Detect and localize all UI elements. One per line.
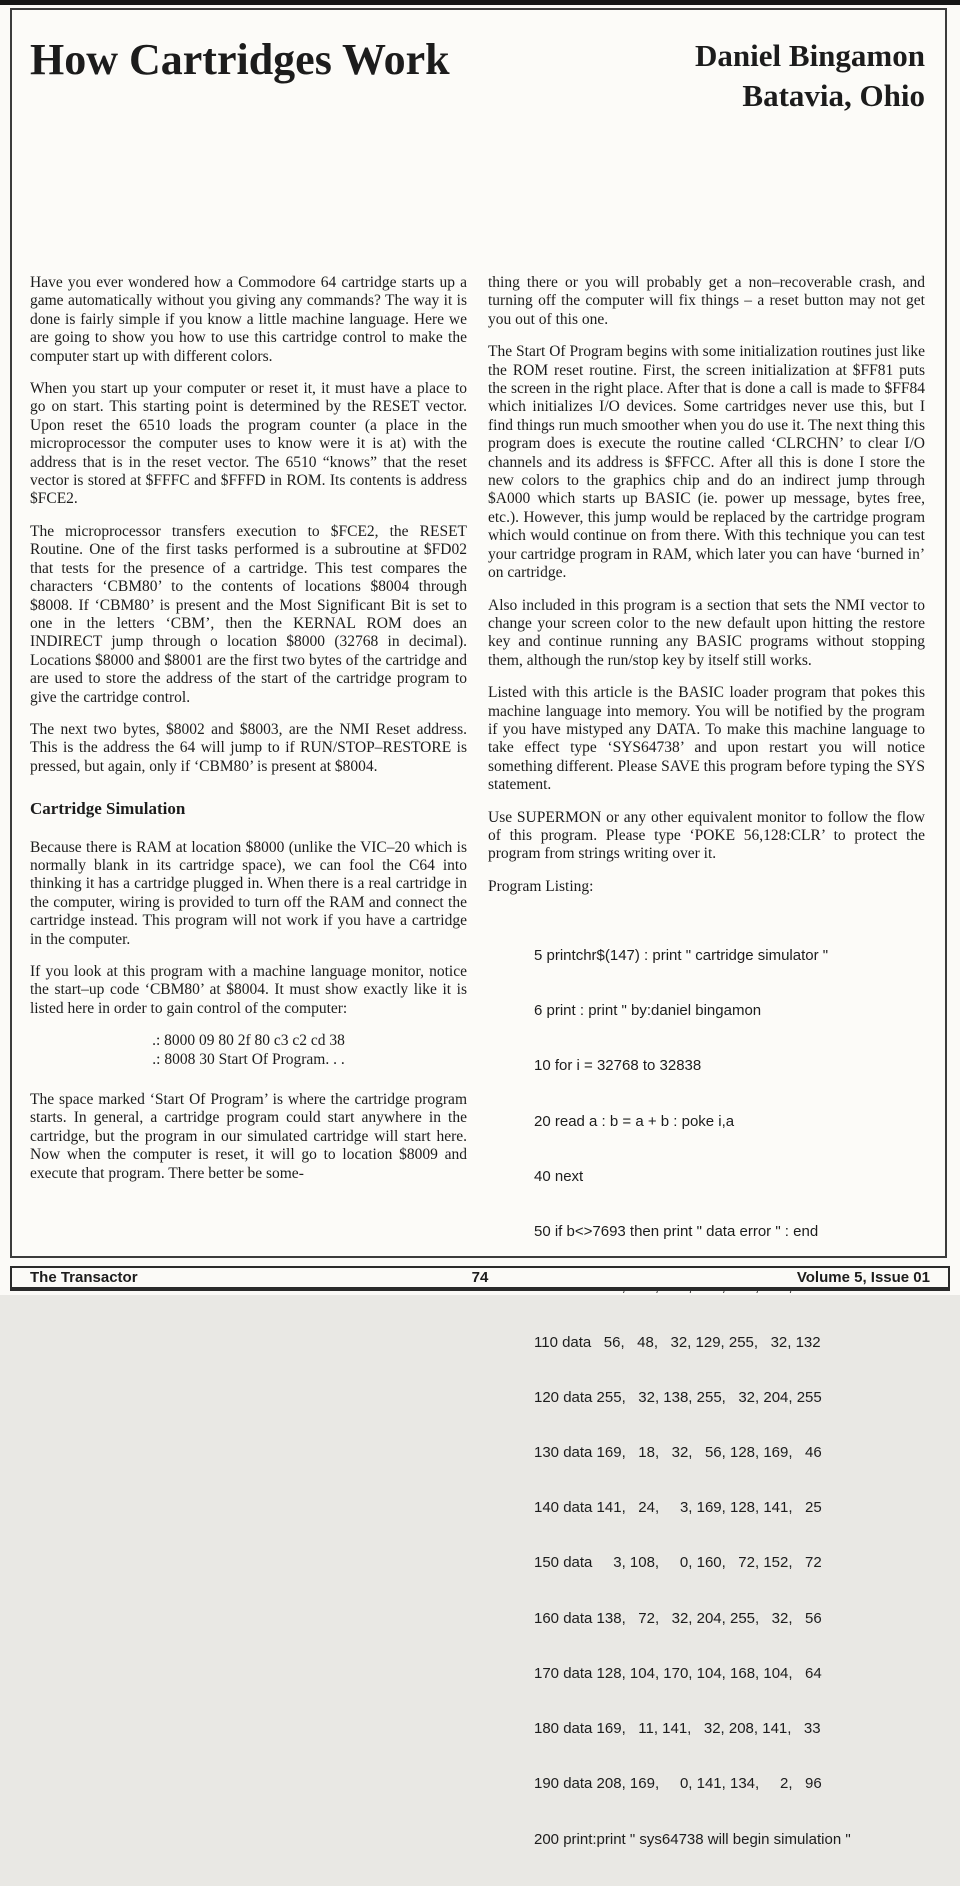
paragraph: Because there is RAM at location $8000 (unlike the VIC–20 which is normally blank in its cartridge space), we can fool the C64 into thinking it has a cartridge plugged in. When there is a real cartridge in the computer, wiring is provided to turn off the RAM and connect the cartridge instead. This program will not work if you have a cartridge in the computer. [30, 838, 467, 948]
listing-line: 110 data 56, 48, 32, 129, 255, 32, 132 [534, 1333, 821, 1351]
paragraph: Also included in this program is a section that sets the NMI vector to change your screen color to the new default upon hitting the restore key and continue running any BASIC programs without stopping them, although the run/stop key by itself still works. [488, 596, 925, 669]
right-column [488, 274, 925, 1886]
listing-line: 5 printchr$(147) : print " cartridge simulator " [534, 947, 829, 964]
paragraph: Have you ever wondered how a Commodore 64 cartridge starts up a game automatically without you giving any commands? The way it is done is fairly simple if you know a little machine language. Here we are going to show you how to use this cartridge control to make the computer start up with different colors. [30, 274, 467, 365]
paragraph: The Start Of Program begins with some initialization routines just like the ROM reset routine. First, the screen initialization at $FF81 puts the screen in the right place. After that is done a call is made to $FF84 which initializes I/O devices. Some cartridges never use this, but I find things run much smoother when you do use it. The next thing this program does is execute the routine called ‘CLRCHN’ to clear I/O channels and its address is $FFCC. After all this is done I store the new colors to the graphics chip and do an indirect jump through $A000 which starts up BASIC (ie. power up message, bytes free, etc.). However, this jump would be replaced by the cartridge program which would continue on from there. With this technique you can test your cartridge program in RAM, which later you can have ‘burned in’ on cartridge. [488, 343, 925, 582]
footer-page-number: 74 [471, 1269, 489, 1286]
code-line: .: 8000 09 80 2f 80 c3 c2 cd 38 [152, 1032, 345, 1050]
monitor-code-block [30, 1032, 467, 1069]
section-heading: Cartridge Simulation [30, 799, 186, 819]
listing-line: 170 data 128, 104, 170, 104, 168, 104, 64 [534, 1664, 822, 1682]
article-title: How Cartridges Work [30, 35, 450, 84]
listing-line: 190 data 208, 169, 0, 141, 134, 2, 96 [534, 1775, 822, 1793]
listing-line: 130 data 169, 18, 32, 56, 128, 169, 46 [534, 1443, 822, 1461]
paragraph: thing there or you will probably get a non–recoverable crash, and turning off the computer will fix things – a reset button may not get you out of this one. [488, 274, 925, 328]
listing-line: 6 print : print " by:daniel bingamon [534, 1002, 762, 1020]
footer-issue: Volume 5, Issue 01 [796, 1269, 930, 1286]
paragraph: The next two bytes, $8002 and $8003, are the NMI Reset address. This is the address the 64 will jump to if RUN/STOP–RESTORE is pressed, but again, only if ‘CBM80’ is present at $8004. [30, 720, 467, 775]
listing-line: 160 data 138, 72, 32, 204, 255, 32, 56 [534, 1609, 822, 1627]
byline [695, 36, 925, 116]
paragraph: Listed with this article is the BASIC loader program that pokes this machine language into memory. You will be notified by the program if you have mistyped any DATA. To make this machine language to take effect type ‘SYS64738’ and upon restart you will notice something different. Please SAVE this program before typing the SYS statement. [488, 684, 925, 794]
listing-line: 20 read a : b = a + b : poke i,a [534, 1112, 735, 1130]
listing-line: 140 data 141, 24, 3, 169, 128, 141, 25 [534, 1499, 822, 1517]
listing-line: 150 data 3, 108, 0, 160, 72, 152, 72 [534, 1554, 822, 1572]
page-top-rule [0, 0, 960, 5]
paragraph: The microprocessor transfers execution to $FCE2, the RESET Routine. One of the first tasks performed is a subroutine at $FD02 that tests for the presence of a cartridge. This test compares the characters ‘CBM80’ to the contents of locations $8004 through $8008. If ‘CBM80’ is present and the Most Significant Bit is set to one in the letters ‘CBM’, then the KERNAL ROM does an INDIRECT jump through o location $8000 (32768 in decimal). Locations $8000 and $8001 are the first two bytes of the cartridge and are used to store the address of the start of the cartridge program to give the cartridge control. [30, 522, 467, 706]
page-footer [10, 1266, 950, 1291]
byline-location: Batavia, Ohio [742, 78, 925, 113]
listing-line: 200 print:print " sys64738 will begin simulation " [534, 1830, 851, 1848]
footer-magazine-name: The Transactor [30, 1269, 138, 1286]
listing-label: Program Listing: [488, 877, 594, 895]
code-line: .: 8008 30 Start Of Program. . . [152, 1050, 345, 1068]
article-header [30, 36, 925, 116]
listing-line: 10 for i = 32768 to 32838 [534, 1057, 702, 1075]
paragraph: The space marked ‘Start Of Program’ is where the cartridge program starts. In general, a cartridge program could start anywhere in the cartridge, but the program in our simulated cartridge will start here. Now when the computer is reset, it will go to location $8009 and execute that program. There better be some- [30, 1091, 467, 1182]
byline-author: Daniel Bingamon [695, 38, 925, 73]
article-columns [30, 274, 925, 1886]
left-column [30, 274, 467, 1886]
paragraph: If you look at this program with a machine language monitor, notice the start–up code ‘CBM80’ at $8004. It must show exactly like it is listed here in order to gain control of the computer: [30, 963, 467, 1017]
listing-line: 120 data 255, 32, 138, 255, 32, 204, 255 [534, 1388, 822, 1406]
listing-line: 40 next [534, 1167, 584, 1185]
paragraph: Use SUPERMON or any other equivalent monitor to follow the flow of this program. Please type ‘POKE 56,128:CLR’ to protect the program from strings writing over it. [488, 808, 925, 863]
listing-line: 180 data 169, 11, 141, 32, 208, 141, 33 [534, 1720, 821, 1738]
program-listing [534, 910, 925, 1886]
listing-line: 50 if b<>7693 then print " data error " : end [534, 1223, 819, 1241]
paragraph: When you start up your computer or reset it, it must have a place to go on start. This starting point is determined by the RESET vector. Upon reset the 6510 loads the program counter (a place in the microprocessor the computer uses to know were it is at) with the address that is in the reset vector. The 6510 “knows” that the reset vector is stored at $FFFC and $FFFD in ROM. Its contents is address $FCE2. [30, 380, 467, 508]
